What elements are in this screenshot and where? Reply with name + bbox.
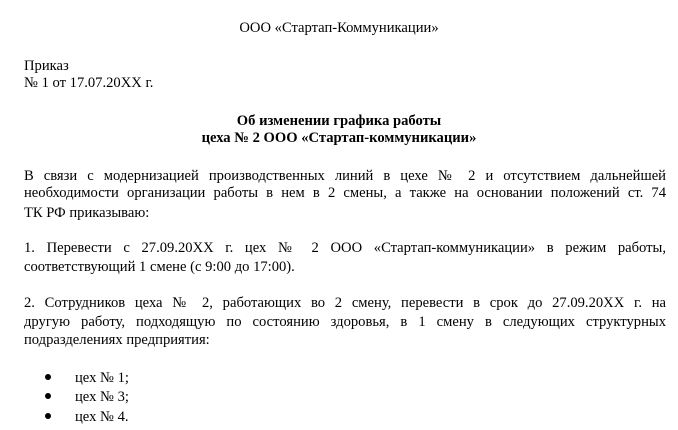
list-item-text: цех № 4. <box>75 409 129 425</box>
bullet-icon <box>45 393 51 399</box>
item-2-line-1: 2. Сотрудников цеха № 2, работающих во 2 смену, перевести в срок до 27.09.20ХХ г. на <box>24 295 666 311</box>
item-1-line-2: соответствующий 1 смене (с 9:00 до 17:00). <box>24 259 295 275</box>
list-item <box>45 370 129 386</box>
preamble-line-2: необходимости организации работы в нем в 2 смены, а также на основании положений ст. 74 <box>24 185 666 201</box>
item-2-line-3: подразделениях предприятия: <box>24 332 210 348</box>
item-1-line-1: 1. Перевести с 27.09.20ХХ г. цех № 2 ООО «Стартап-коммуникации» в режим работы, <box>24 240 666 256</box>
title-line-2: цеха № 2 ООО «Стартап-коммуникации» <box>201 130 477 146</box>
list-item-text: цех № 1; <box>75 370 129 386</box>
list-item <box>45 409 129 425</box>
order-label: Приказ <box>24 58 69 74</box>
preamble-line-1: В связи с модернизацией производственных линий в цехе № 2 и отсутствием дальнейшей <box>24 168 666 184</box>
list-item <box>45 389 129 405</box>
bullet-icon <box>45 413 51 419</box>
preamble-line-3: ТК РФ приказываю: <box>24 205 150 221</box>
item-2-line-2: другую работу, подходящую по состоянию здоровья, в 1 смену в следующих структурных <box>24 314 666 330</box>
order-number-date: № 1 от 17.07.20ХХ г. <box>24 75 154 91</box>
company-name: ООО «Стартап-Коммуникации» <box>239 20 439 36</box>
list-item-text: цех № 3; <box>75 389 129 405</box>
title-line-1: Об изменении графика работы <box>236 113 442 129</box>
bullet-icon <box>45 374 51 380</box>
